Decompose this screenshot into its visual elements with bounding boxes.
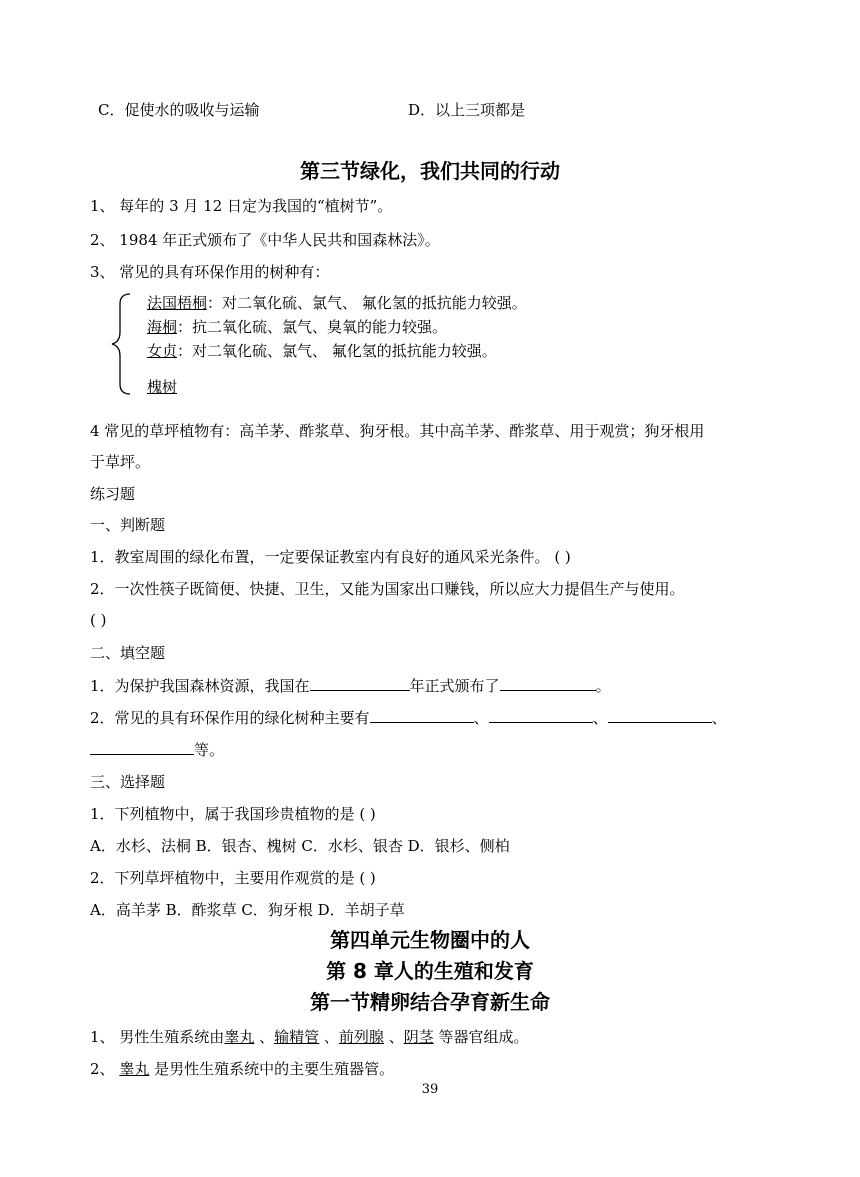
judge-heading: 一、判断题 xyxy=(90,516,166,534)
fill-text: 、 xyxy=(711,709,727,727)
section-title: 第三节绿化，我们共同的行动 xyxy=(300,159,560,183)
paragraph-3: 3、 常见的具有环保作用的树种有： xyxy=(90,263,330,281)
fill-text: 2．常见的具有环保作用的绿化树种主要有 xyxy=(90,709,370,727)
answer-text: 前列腺 xyxy=(338,1028,384,1046)
option-d: D．以上三项都是 xyxy=(408,101,526,119)
question-text: 1、 男性生殖系统由 xyxy=(90,1028,225,1046)
fill-text: 1．为保护我国森林资源，我国在 xyxy=(90,677,310,695)
choice-heading: 三、选择题 xyxy=(90,773,166,791)
tree-item xyxy=(147,341,497,361)
fill-question-2 xyxy=(90,708,727,728)
answer-blank[interactable] xyxy=(90,740,194,755)
choice-question-2: 2．下列草坪植物中，主要用作观赏的是 ( ) xyxy=(90,869,376,887)
fill-text: 等。 xyxy=(194,741,225,759)
fill-text: 。 xyxy=(595,677,611,695)
tree-name: 海桐 xyxy=(147,318,178,336)
page-number: 39 xyxy=(421,1082,439,1097)
question-text: 是男性生殖系统中的主要生殖器管。 xyxy=(149,1060,395,1078)
fill-text: 、 xyxy=(592,709,608,727)
tree-desc: ：对二氧化硫、氯气、 氟化氢的抵抗能力较强。 xyxy=(177,342,497,360)
question-text: 、 xyxy=(319,1028,339,1046)
judge-question-2: 2．一次性筷子既简便、快捷、卫生，又能为国家出口赚钱，所以应大力提倡生产与使用。 xyxy=(90,580,685,598)
exercise-heading: 练习题 xyxy=(90,485,136,503)
paragraph-1: 1、 每年的 3 月 12 日定为我国的“植树节”。 xyxy=(90,197,393,215)
choice-options-1: A．水杉、法桐 B．银杏、槐树 C．水杉、银杏 D．银杉、侧柏 xyxy=(90,837,510,855)
fill-text: 年正式颁布了 xyxy=(409,677,500,695)
tree-item xyxy=(147,293,527,313)
lesson-question-2 xyxy=(90,1059,394,1079)
choice-question-1: 1．下列植物中，属于我国珍贵植物的是 ( ) xyxy=(90,805,376,823)
answer-blank[interactable] xyxy=(370,708,474,723)
choice-options-2: A．高羊茅 B．酢浆草 C．狗牙根 D．羊胡子草 xyxy=(90,901,405,919)
fill-text: 、 xyxy=(473,709,489,727)
tree-item xyxy=(147,377,177,397)
lesson-question-1 xyxy=(90,1027,529,1047)
fill-question-2-cont xyxy=(90,740,224,760)
answer-blank[interactable] xyxy=(489,708,593,723)
tree-desc: ：对二氧化硫、氯气、 氟化氢的抵抗能力较强。 xyxy=(207,294,527,312)
answer-text: 输精管 xyxy=(274,1028,320,1046)
answer-blank[interactable] xyxy=(310,676,410,691)
answer-blank[interactable] xyxy=(500,676,596,691)
paragraph-4: 4 常见的草坪植物有：高羊茅、酢浆草、狗牙根。其中高羊茅、酢浆草、用于观赏；狗牙根用 xyxy=(90,422,705,440)
paragraph-4-cont: 于草坪。 xyxy=(90,453,151,471)
judge-question-1: 1．教室周围的绿化布置，一定要保证教室内有良好的通风采光条件。 ( ) xyxy=(90,548,571,566)
curly-brace-icon xyxy=(110,292,132,396)
question-text: 等器官组成。 xyxy=(433,1028,529,1046)
answer-text: 阴茎 xyxy=(403,1028,434,1046)
question-text: 、 xyxy=(383,1028,404,1046)
fill-heading: 二、填空题 xyxy=(90,644,166,662)
lesson-title: 第一节精卵结合孕育新生命 xyxy=(310,990,550,1014)
answer-text: 睾丸 xyxy=(119,1060,150,1078)
chapter-title: 第 8 章人的生殖和发育 xyxy=(326,959,534,983)
question-text: 、 xyxy=(254,1028,275,1046)
tree-name: 法国梧桐 xyxy=(147,294,208,312)
judge-question-2-bracket: ( ) xyxy=(90,611,107,629)
question-text: 2、 xyxy=(90,1060,120,1078)
tree-item xyxy=(147,317,447,337)
tree-name: 女贞 xyxy=(147,342,178,360)
option-c: C．促使水的吸收与运输 xyxy=(98,101,260,119)
tree-desc: ：抗二氧化硫、氯气、臭氧的能力较强。 xyxy=(177,318,448,336)
tree-name: 槐树 xyxy=(147,378,178,396)
fill-question-1 xyxy=(90,676,611,696)
answer-text: 睾丸 xyxy=(224,1028,255,1046)
unit-title: 第四单元生物圈中的人 xyxy=(330,928,530,952)
paragraph-2: 2、 1984 年正式颁布了《中华人民共和国森林法》。 xyxy=(90,231,440,249)
answer-blank[interactable] xyxy=(608,708,712,723)
